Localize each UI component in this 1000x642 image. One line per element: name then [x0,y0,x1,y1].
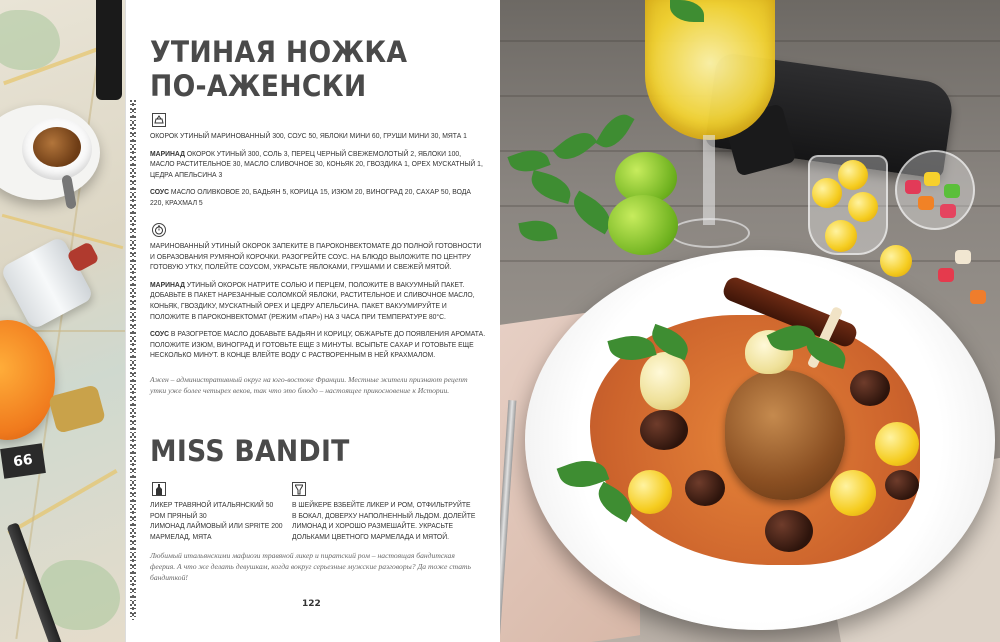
lime [608,195,678,255]
yellow-cherry [825,220,857,252]
glass-foot [670,218,750,248]
gummy-candy [944,184,960,198]
yellow-cherry [812,178,842,208]
mini-apple [830,470,876,516]
bottle-icon [152,482,166,496]
gummy-candy [940,204,956,218]
gummy-candy [970,290,986,304]
cocktail-title: MISS BANDIT [150,434,350,468]
cocktail-ingredient: МАРМЕЛАД, МЯТА [150,531,212,541]
gummy-candy [955,250,971,264]
cocktail-ingredient: РОМ ПРЯНЫЙ 30 [150,510,207,520]
mint-leaf [595,108,634,154]
recipe-title [150,35,454,103]
cocktail-glass [645,0,775,140]
recipe-title-line-2: ПО-АЖЕНСКИ [150,69,367,103]
decorative-pattern-strip [130,100,136,620]
gummy-candy [924,172,940,186]
method-sauce: СОУС В РАЗОГРЕТОЕ МАСЛО ДОБАВЬТЕ БАДЬЯН И КОРИЦУ, ОБЖАРЬТЕ ДО ПОЯВЛЕНИЯ АРОМАТА. ПОЛОЖИТЕ ИЗЮМ, ВИНОГРАД И ГОТОВЬТЕ ЕЩЕ 3 МИНУТЫ. ВСЫПЬТЕ САХАР И ГОТОВЬТЕ ЕЩЕ НЕСКОЛЬКО МИНУТ. В КОНЦЕ ВЛЕЙТЕ ВОДУ С РАСТВОРЕННЫМ В НЕЙ КРАХМАЛОМ. [150,329,486,360]
prune [685,470,725,506]
duck-leg [725,370,845,500]
dish-photo [500,0,1000,642]
shaker-icon [292,482,306,496]
prune [885,470,919,500]
gummy-candy [938,268,954,282]
map-road [7,469,117,535]
mini-apple [875,422,919,466]
gummy-candy [905,180,921,194]
phone [96,0,122,100]
mint-leaf [553,125,598,168]
yellow-cherry [880,245,912,277]
page-number: 122 [302,599,321,609]
mint-leaf [528,170,575,204]
recipe-note: Ажен – административный округ на юго-востоке Франции. Местные жители признают рецепт утки уже более четырех веков, так что это блюдо – настоящее прикосновение к Истории. [150,375,468,395]
ingredients-sauce: СОУС МАСЛО ОЛИВКОВОЕ 20, БАДЬЯН 5, КОРИЦА 15, ИЗЮМ 20, ВИНОГРАД 20, САХАР 50, ВОДА 220, КРАХМАЛ 5 [150,187,471,207]
cocktail-ingredients [150,500,283,542]
cocktail-ingredient: ЛИКЕР ТРАВЯНОЙ ИТАЛЬЯНСКИЙ 50 [150,500,274,509]
coffee [33,127,81,167]
ingredients-marinade: МАРИНАД ОКОРОК УТИНЫЙ 300, СОЛЬ 3, ПЕРЕЦ ЧЕРНЫЙ СВЕЖЕМОЛОТЫЙ 2, ЯБЛОКИ 100, МАСЛО РАСТИТЕЛЬНОЕ 30, МАСЛО СЛИВОЧНОЕ 30, КОНЬЯК 20, ГВОЗДИКА 1, ОРЕХ МУСКАТНЫЙ 1, ЦЕДРА АПЕЛЬСИНА 3 [150,148,483,179]
map-park-area [0,10,60,70]
recipe-method [150,241,486,361]
glass-stem [703,135,715,225]
left-decorative-photo [0,0,125,642]
route-66-sign: 66 [0,443,46,479]
method-marinade: МАРИНАД УТИНЫЙ ОКОРОК НАТРИТЕ СОЛЬЮ И ПЕРЦЕМ, ПОЛОЖИТЕ В ВАКУУМНЫЙ ПАКЕТ. ДОБАВЬТЕ В ПАКЕТ НАРЕЗАННЫЕ СОЛОМКОЙ ЯБЛОКИ, РАСТИТЕЛЬНОЕ И СЛИВОЧНОЕ МАСЛО, КОНЬЯК, ГВОЗДИКУ, МУСКАТНЫЙ ОРЕХ И ЦЕДРУ АПЕЛЬСИНА. ПАКЕТ ВАКУУМИРУЙТЕ И ПОЛОЖИТЕ В ПАРОКОНВЕКТОМАТ (РЕЖИМ «ПАР») НА 3 ЧАСА ПРИ ТЕМПЕРАТУРЕ 80°С. [150,279,475,321]
gummy-candy [918,196,934,210]
cocktail-method: В ШЕЙКЕРЕ ВЗБЕЙТЕ ЛИКЕР И РОМ, ОТФИЛЬТРУЙТЕ В БОКАЛ, ДОВЕРХУ НАПОЛНЕННЫЙ ЛЬДОМ. ДОЛЕЙТЕ ЛИМОНАД И ХОРОШО РАЗМЕШАЙТЕ. УКРАСЬТЕ ДОЛЬКАМИ ЦВЕТНОГО МАРМЕЛАДА И МЯТОЙ. [292,500,476,541]
toy-car [48,384,106,434]
yellow-cherry [838,160,868,190]
cocktail-note: Любимый итальянскими мафиози травяной ликер и пиратский ром – настоящая бандитская феерия. А что же делать девушкам, когда вокруг серьезные мужские разговоры? Да тоже стать бандиткой! [150,551,471,582]
scale-icon [152,113,166,127]
mini-apple [628,470,672,514]
cocktail-ingredient: ЛИМОНАД ЛАЙМОВЫЙ ИЛИ SPRITE 200 [150,521,283,531]
prune [640,410,688,450]
prune [765,510,813,552]
mini-pear [640,352,690,410]
stopwatch-icon [152,223,166,237]
mint-leaf [518,217,557,245]
method-main: МАРИНОВАННЫЙ УТИНЫЙ ОКОРОК ЗАПЕКИТЕ В ПАРОКОНВЕКТОМАТЕ ДО ПОЛНОЙ ГОТОВНОСТИ И ОБРАЗОВАНИЯ РУМЯНОЙ КОРОЧКИ. РАЗОГРЕЙТЕ СОУС. НА БЛЮДО ВЫЛОЖИТЕ ПО ЦЕНТРУ ГОТОВУЮ УТКУ, ПОЛЕЙТЕ СОУСОМ, УКРАСЬТЕ ЯБЛОКАМИ, ГРУШАМИ И СВЕЖЕЙ МЯТОЙ. [150,241,482,272]
yellow-cherry [848,192,878,222]
ingredients-main: ОКОРОК УТИНЫЙ МАРИНОВАННЫЙ 300, СОУС 50, ЯБЛОКИ МИНИ 60, ГРУШИ МИНИ 30, МЯТА 1 [150,131,467,140]
prune [850,370,890,406]
recipe-title-line-1: УТИНАЯ НОЖКА [150,35,408,69]
recipe-ingredients [150,131,486,209]
